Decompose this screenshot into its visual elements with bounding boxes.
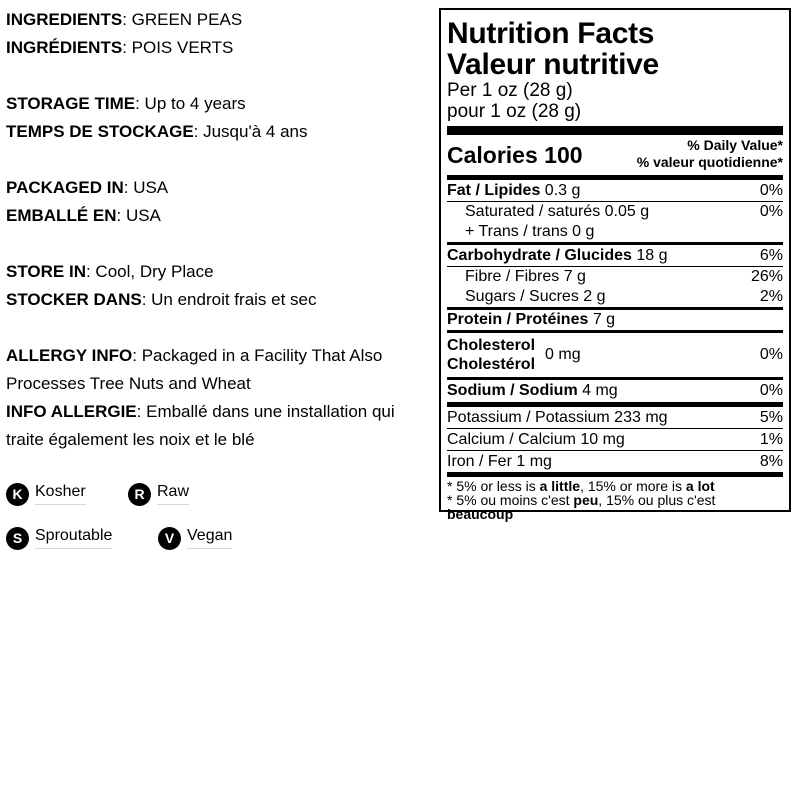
kosher-icon: K bbox=[6, 483, 29, 506]
sugars-pct: 2% bbox=[759, 288, 783, 305]
packaged-en-label: PACKAGED IN bbox=[6, 178, 124, 197]
serving-size-en: Per 1 oz (28 g) bbox=[447, 80, 573, 101]
allergy-en-label: ALLERGY INFO bbox=[6, 346, 133, 365]
potassium-row bbox=[447, 407, 783, 429]
iron-label: Iron / Fer 1 mg bbox=[447, 452, 552, 470]
nutrition-title-en: Nutrition Facts bbox=[447, 17, 655, 50]
fibre-pct: 26% bbox=[750, 268, 783, 285]
daily-value-fr: % valeur quotidienne* bbox=[636, 154, 783, 170]
ingredients-fr bbox=[6, 34, 426, 62]
nutrition-facts-panel bbox=[439, 8, 791, 522]
footnote bbox=[447, 477, 783, 521]
storage-fr-label: TEMPS DE STOCKAGE bbox=[6, 122, 194, 141]
cholesterol-label-fr: Cholestérol bbox=[447, 356, 536, 373]
fibre-row bbox=[447, 267, 783, 287]
trans-row bbox=[447, 222, 783, 245]
calories-row bbox=[447, 135, 783, 180]
store-fr-label: STOCKER DANS bbox=[6, 290, 142, 309]
cholesterol-pct: 0% bbox=[759, 346, 783, 363]
potassium-label: Potassium / Potassium 233 mg bbox=[447, 408, 668, 426]
cholesterol-label-en: Cholesterol bbox=[447, 337, 536, 354]
fat-label: Fat / Lipides bbox=[447, 181, 541, 199]
nutrition-title-fr: Valeur nutritive bbox=[447, 48, 659, 81]
store-en-label: STORE IN bbox=[6, 262, 86, 281]
allergy-fr-value: : Emballé dans une installation qui traite également les noix et le blé bbox=[6, 402, 395, 449]
ingredients-fr-value: : POIS VERTS bbox=[122, 38, 234, 57]
badge-kosher bbox=[6, 480, 86, 508]
packaged-en-value: : USA bbox=[123, 178, 169, 197]
ingredients-en-label: INGREDIENTS bbox=[6, 10, 123, 29]
ingredients-en bbox=[6, 6, 426, 34]
badge-label: Sproutable bbox=[35, 527, 112, 549]
product-info bbox=[6, 6, 426, 454]
ingredients-fr-label: INGRÉDIENTS bbox=[6, 38, 123, 57]
packaged-fr bbox=[6, 202, 426, 230]
store-fr bbox=[6, 286, 426, 314]
calories: Calories 100 bbox=[447, 142, 583, 168]
footnote-fr: * 5% ou moins c'est peu, 15% ou plus c'est beaucoup bbox=[447, 492, 716, 522]
badge-label: Vegan bbox=[187, 527, 232, 549]
carb-pct: 6% bbox=[759, 246, 783, 264]
storage-en bbox=[6, 90, 426, 118]
store-en bbox=[6, 258, 426, 286]
allergy-fr-label: INFO ALLERGIE bbox=[6, 402, 137, 421]
storage-en-value: : Up to 4 years bbox=[135, 94, 246, 113]
sodium-amount: 4 mg bbox=[577, 382, 618, 399]
allergy-fr bbox=[6, 398, 426, 454]
fat-row bbox=[447, 180, 783, 202]
badge-raw bbox=[128, 480, 189, 508]
serving-size-fr: pour 1 oz (28 g) bbox=[447, 101, 582, 122]
protein-amount: 7 g bbox=[588, 311, 616, 328]
potassium-pct: 5% bbox=[759, 408, 783, 426]
fat-amount: 0.3 g bbox=[540, 181, 581, 199]
badge-vegan bbox=[158, 524, 232, 552]
footnote-en: * 5% or less is a little, 15% or more is a lot bbox=[447, 478, 715, 494]
raw-icon: R bbox=[128, 483, 151, 506]
sodium-label: Sodium / Sodium bbox=[447, 382, 578, 399]
storage-en-label: STORAGE TIME bbox=[6, 94, 136, 113]
divider-thick bbox=[447, 126, 783, 135]
daily-value-en: % Daily Value* bbox=[687, 137, 783, 153]
sodium-pct: 0% bbox=[759, 382, 783, 399]
cholesterol-amount: 0 mg bbox=[545, 346, 581, 363]
store-en-value: : Cool, Dry Place bbox=[85, 262, 214, 281]
allergy-en-value: : Packaged in a Facility That Also Processes Tree Nuts and Wheat bbox=[6, 346, 383, 393]
sodium-row bbox=[447, 380, 783, 407]
vegan-icon: V bbox=[158, 527, 181, 550]
fibre-label: Fibre / Fibres 7 g bbox=[465, 268, 586, 285]
fat-pct: 0% bbox=[759, 181, 783, 199]
iron-row bbox=[447, 451, 783, 477]
packaged-fr-value: : USA bbox=[116, 206, 161, 225]
badge-label: Raw bbox=[157, 483, 189, 505]
sproutable-icon: S bbox=[6, 527, 29, 550]
iron-pct: 8% bbox=[759, 452, 783, 470]
saturated-row bbox=[447, 202, 783, 222]
calcium-label: Calcium / Calcium 10 mg bbox=[447, 430, 625, 448]
allergy-en bbox=[6, 342, 426, 398]
ingredients-en-value: : GREEN PEAS bbox=[122, 10, 243, 29]
saturated-label: Saturated / saturés 0.05 g bbox=[465, 203, 650, 220]
sugars-row bbox=[447, 287, 783, 310]
store-fr-value: : Un endroit frais et sec bbox=[141, 290, 317, 309]
packaged-en bbox=[6, 174, 426, 202]
carbohydrate-row bbox=[447, 245, 783, 267]
daily-value-header bbox=[637, 137, 783, 175]
badge-label: Kosher bbox=[35, 483, 86, 505]
cholesterol-row bbox=[447, 333, 783, 380]
calcium-pct: 1% bbox=[759, 430, 783, 448]
trans-label: + Trans / trans 0 g bbox=[465, 223, 595, 240]
calcium-row bbox=[447, 429, 783, 451]
saturated-pct: 0% bbox=[759, 203, 783, 220]
carb-label: Carbohydrate / Glucides bbox=[447, 246, 632, 264]
storage-fr-value: : Jusqu'à 4 ans bbox=[193, 122, 308, 141]
storage-fr bbox=[6, 118, 426, 146]
badge-sproutable bbox=[6, 524, 112, 552]
protein-label: Protein / Protéines bbox=[447, 311, 589, 328]
carb-amount: 18 g bbox=[631, 246, 668, 264]
sugars-label: Sugars / Sucres 2 g bbox=[465, 288, 606, 305]
packaged-fr-label: EMBALLÉ EN bbox=[6, 206, 117, 225]
protein-row bbox=[447, 310, 783, 333]
